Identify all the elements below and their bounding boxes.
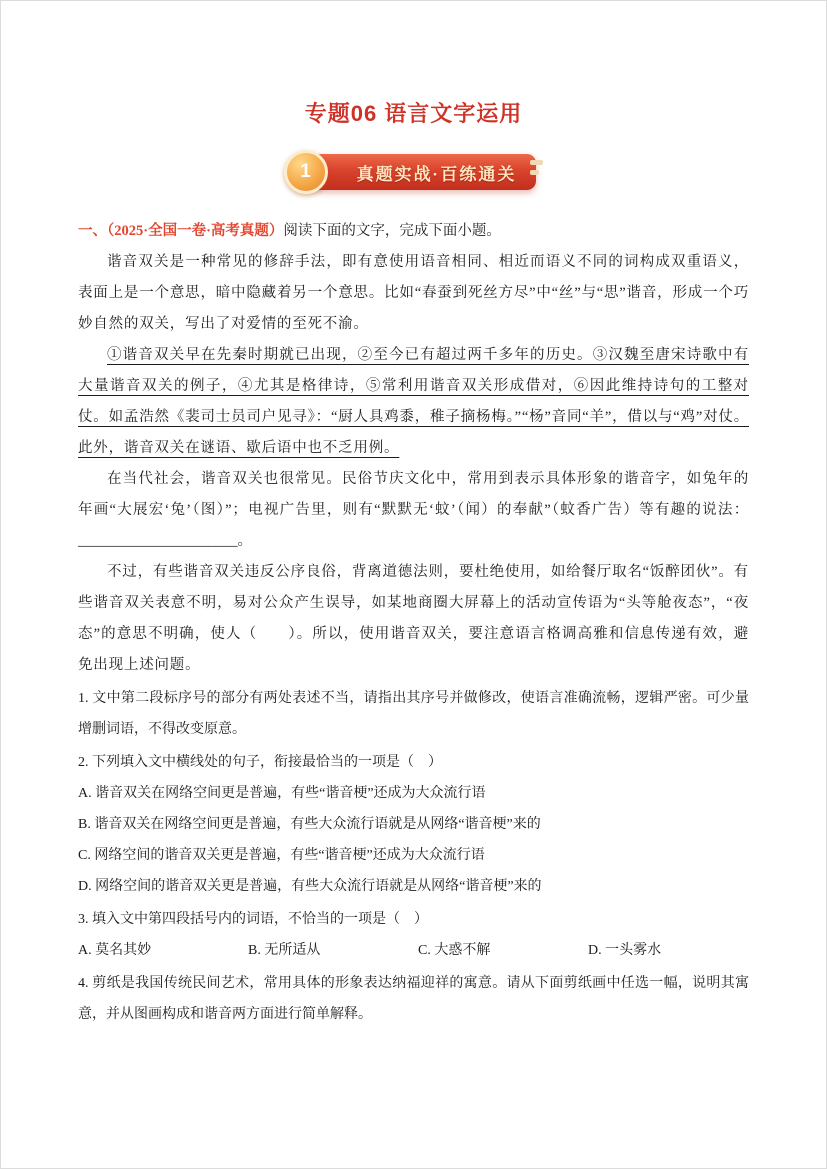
option-d: D. 网络空间的谐音双关更是普遍，有些大众流行语就是从网络“谐音梗”来的 [78,879,542,894]
paragraph-text: 在当代社会，谐音双关也很常见。民俗节庆文化中，常用到表示具体形象的谐音字，如兔年的年画“大展宏‘兔’（图）”；电视广告里，则有“默默无‘蚊’（闻）的奉献”（蚊香广告）等有趣的说法： [78,471,749,518]
option-c: C. 网络空间的谐音双关更是普遍，有些“谐音梗”还成为大众流行语 [78,848,485,863]
option-a: A. 谐音双关在网络空间更是普遍，有些“谐音梗”还成为大众流行语 [78,786,486,801]
question-4 [78,968,749,1030]
question-text: 1. 文中第二段标序号的部分有两处表述不当，请指出其序号并做修改，使语言准确流畅，逻辑严密。可少量增删词语，不得改变原意。 [78,691,749,737]
option-a: A. 莫名其妙 [78,943,152,958]
question-3 [78,904,749,966]
question-1 [78,683,749,745]
banner-number-badge [284,150,328,194]
paragraph-text: 。 [237,533,253,549]
intro-text: 阅读下面的文字，完成下面小题。 [283,223,501,239]
section-banner [292,150,536,194]
option-b: B. 无所适从 [248,943,321,958]
banner-decoration-icon [530,170,539,175]
document-content [78,216,749,1030]
page-title: 专题06 语言文字运用 [304,101,523,126]
option-d: D. 一头雾水 [588,943,662,958]
question-text: 4. 剪纸是我国传统民间艺术，常用具体的形象表达纳福迎祥的寓意。请从下面剪纸画中任选一幅，说明其寓意，并从图画构成和谐音两方面进行简单解释。 [78,976,749,1022]
option-b: B. 谐音双关在网络空间更是普遍，有些大众流行语就是从网络“谐音梗”来的 [78,817,541,832]
passage-paragraph-4: 不过，有些谐音双关违反公序良俗，背离道德法则，要杜绝使用，如给餐厅取名“饭醉团伙”。有些谐音双关表意不明，易对公众产生误导，如某地商圈大屏幕上的活动宣传语为“头等舱夜态”，“夜态”的意思不明确，使人（ ）。所以，使用谐音双关，要注意语言格调高雅和信息传递有效，避免出现上述问题。 [78,564,749,673]
question-text: 3. 填入文中第四段括号内的词语，不恰当的一项是（ ） [78,912,428,927]
passage-paragraph-2-underlined: ①谐音双关早在先秦时期就已出现，②至今已有超过两千多年的历史。③汉魏至唐宋诗歌中有大量谐音双关的例子，④尤其是格律诗，⑤常利用谐音双关形成借对，⑥因此维持诗句的工整对仗。如孟浩然《裴司士员司户见寻》：“厨人具鸡黍，稚子摘杨梅。”“杨”音同“羊”，借以与“鸡”对仗。此外，谐音双关在谜语、歇后语中也不乏用例。 [78,347,749,456]
banner-decoration-icon [530,160,543,165]
banner-number: 1 [300,161,311,182]
passage-paragraph-3 [78,464,749,557]
question-2 [78,747,749,902]
fill-in-blank-line: ______________________ [78,533,238,549]
banner-pill [312,154,536,190]
banner-label: 真题实战·百练通关 [356,164,517,184]
question-text: 2. 下列填入文中横线处的句子，衔接最恰当的一项是（ ） [78,755,442,770]
question-source-label: 一、（2025·全国一卷·高考真题） [78,223,284,239]
section-intro [78,216,749,247]
option-c: C. 大惑不解 [418,943,491,958]
passage-paragraph-1: 谐音双关是一种常见的修辞手法，即有意使用语音相同、相近而语义不同的词构成双重语义，表面上是一个意思，暗中隐藏着另一个意思。比如“春蚕到死丝方尽”中“丝”与“思”谐音，形成一个巧妙自然的双关，写出了对爱情的至死不渝。 [78,254,749,332]
options-row [78,935,749,966]
